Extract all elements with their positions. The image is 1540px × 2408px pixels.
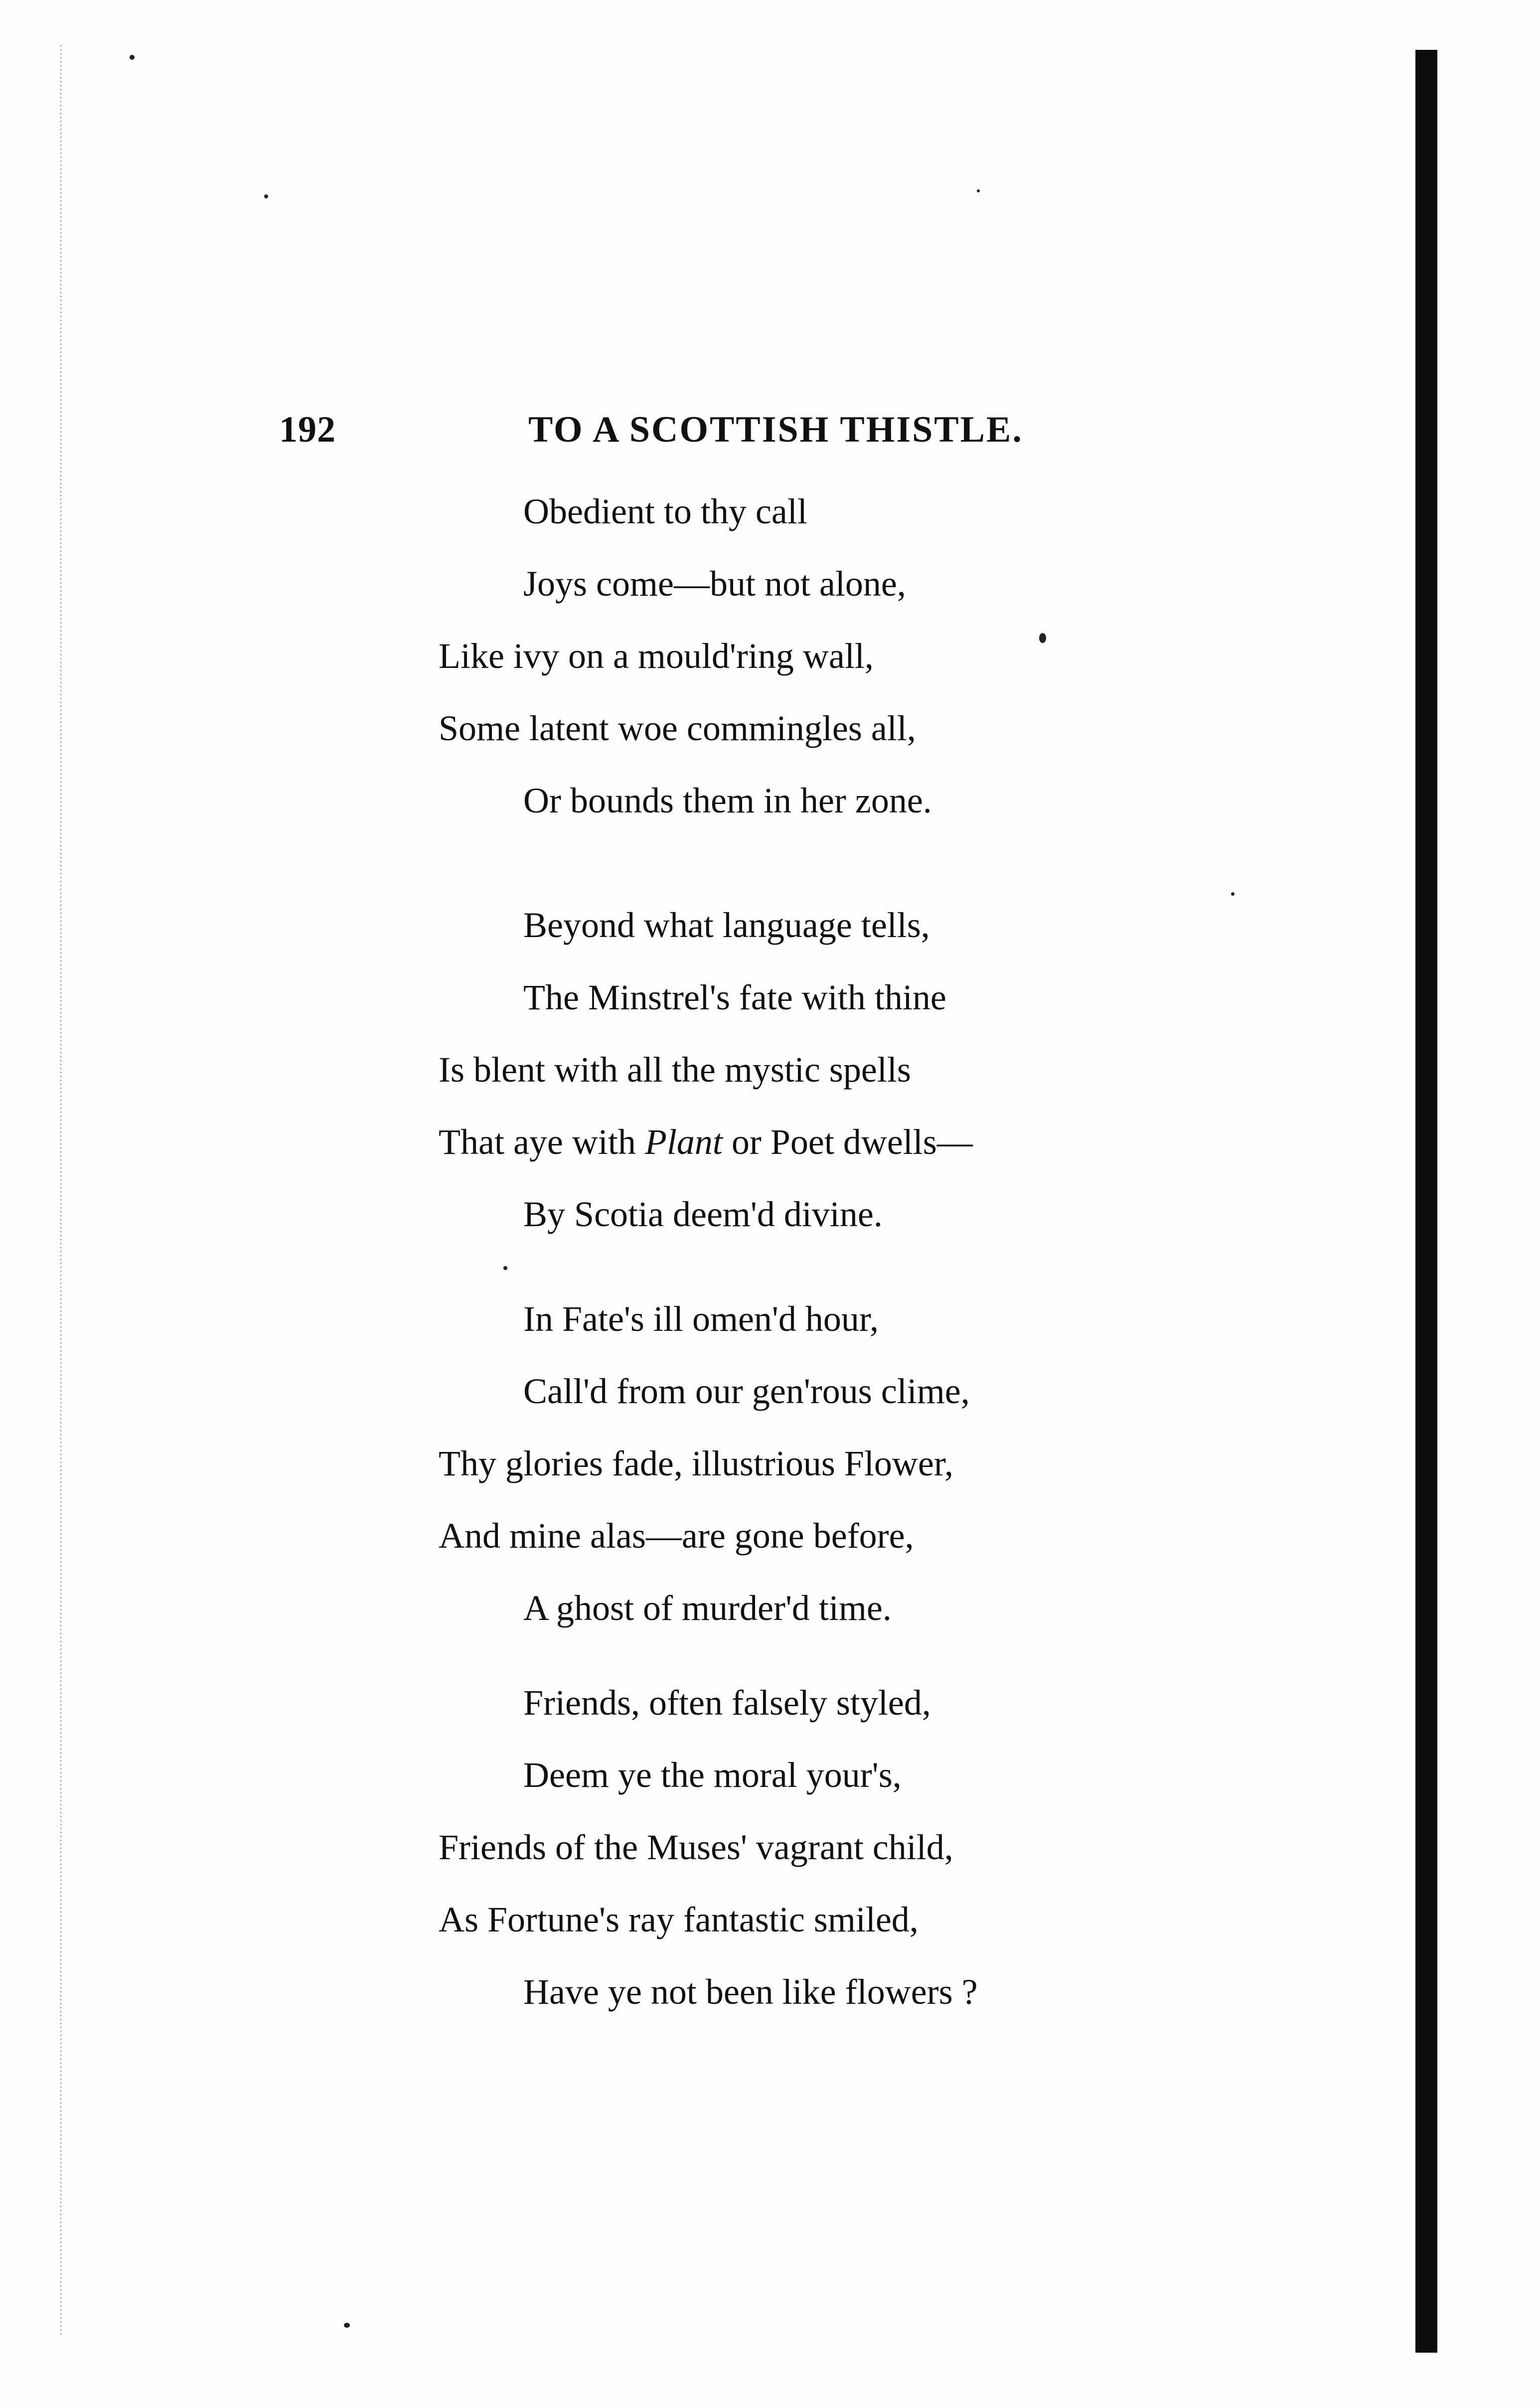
poem-line: Like ivy on a mould'ring wall,: [439, 636, 874, 676]
poem-line: Friends, often falsely styled,: [523, 1683, 931, 1723]
page-number: 192: [279, 409, 336, 450]
poem-line: [439, 1124, 973, 1160]
poem-line: Is blent with all the mystic spells: [439, 1050, 911, 1090]
poem: [439, 493, 1136, 2049]
poem-line: The Minstrel's fate with thine: [523, 977, 946, 1017]
poem-line: Thy glories fade, illustrious Flower,: [439, 1444, 953, 1483]
poem-line: Call'd from our gen'rous clime,: [523, 1371, 970, 1411]
page-header: [279, 409, 1106, 469]
scan-speck: [503, 1266, 507, 1270]
emphasized-word: Plant: [644, 1122, 723, 1162]
page-edge-shadow: [60, 45, 64, 2338]
poem-line: Deem ye the moral your's,: [523, 1755, 902, 1795]
poem-line: By Scotia deem'd divine.: [523, 1194, 883, 1234]
scan-speck: [344, 2323, 350, 2328]
poem-line: As Fortune's ray fantastic smiled,: [439, 1900, 919, 1939]
poem-line: And mine alas—are gone before,: [439, 1516, 914, 1556]
poem-line: Friends of the Muses' vagrant child,: [439, 1827, 953, 1867]
binding-edge-bar: [1415, 50, 1437, 2353]
poem-line: Joys come—but not alone,: [523, 564, 906, 604]
poem-line: Obedient to thy call: [523, 491, 807, 531]
poem-line-part: That aye with: [439, 1122, 645, 1162]
poem-line: Some latent woe commingles all,: [439, 708, 916, 748]
scan-speck: [130, 55, 135, 60]
poem-line: Or bounds them in her zone.: [523, 781, 932, 820]
scan-speck: [1231, 892, 1234, 896]
poem-line-part: or Poet dwells—: [722, 1122, 973, 1162]
scan-speck: [264, 194, 268, 198]
poem-line: Beyond what language tells,: [523, 905, 930, 945]
running-title: TO A SCOTTISH THISTLE.: [528, 409, 1023, 450]
scan-speck: [1039, 633, 1046, 643]
poem-line: A ghost of murder'd time.: [523, 1588, 892, 1628]
poem-line: In Fate's ill omen'd hour,: [523, 1299, 879, 1339]
poem-line: Have ye not been like flowers ?: [523, 1972, 978, 2012]
scan-speck: [977, 189, 980, 192]
